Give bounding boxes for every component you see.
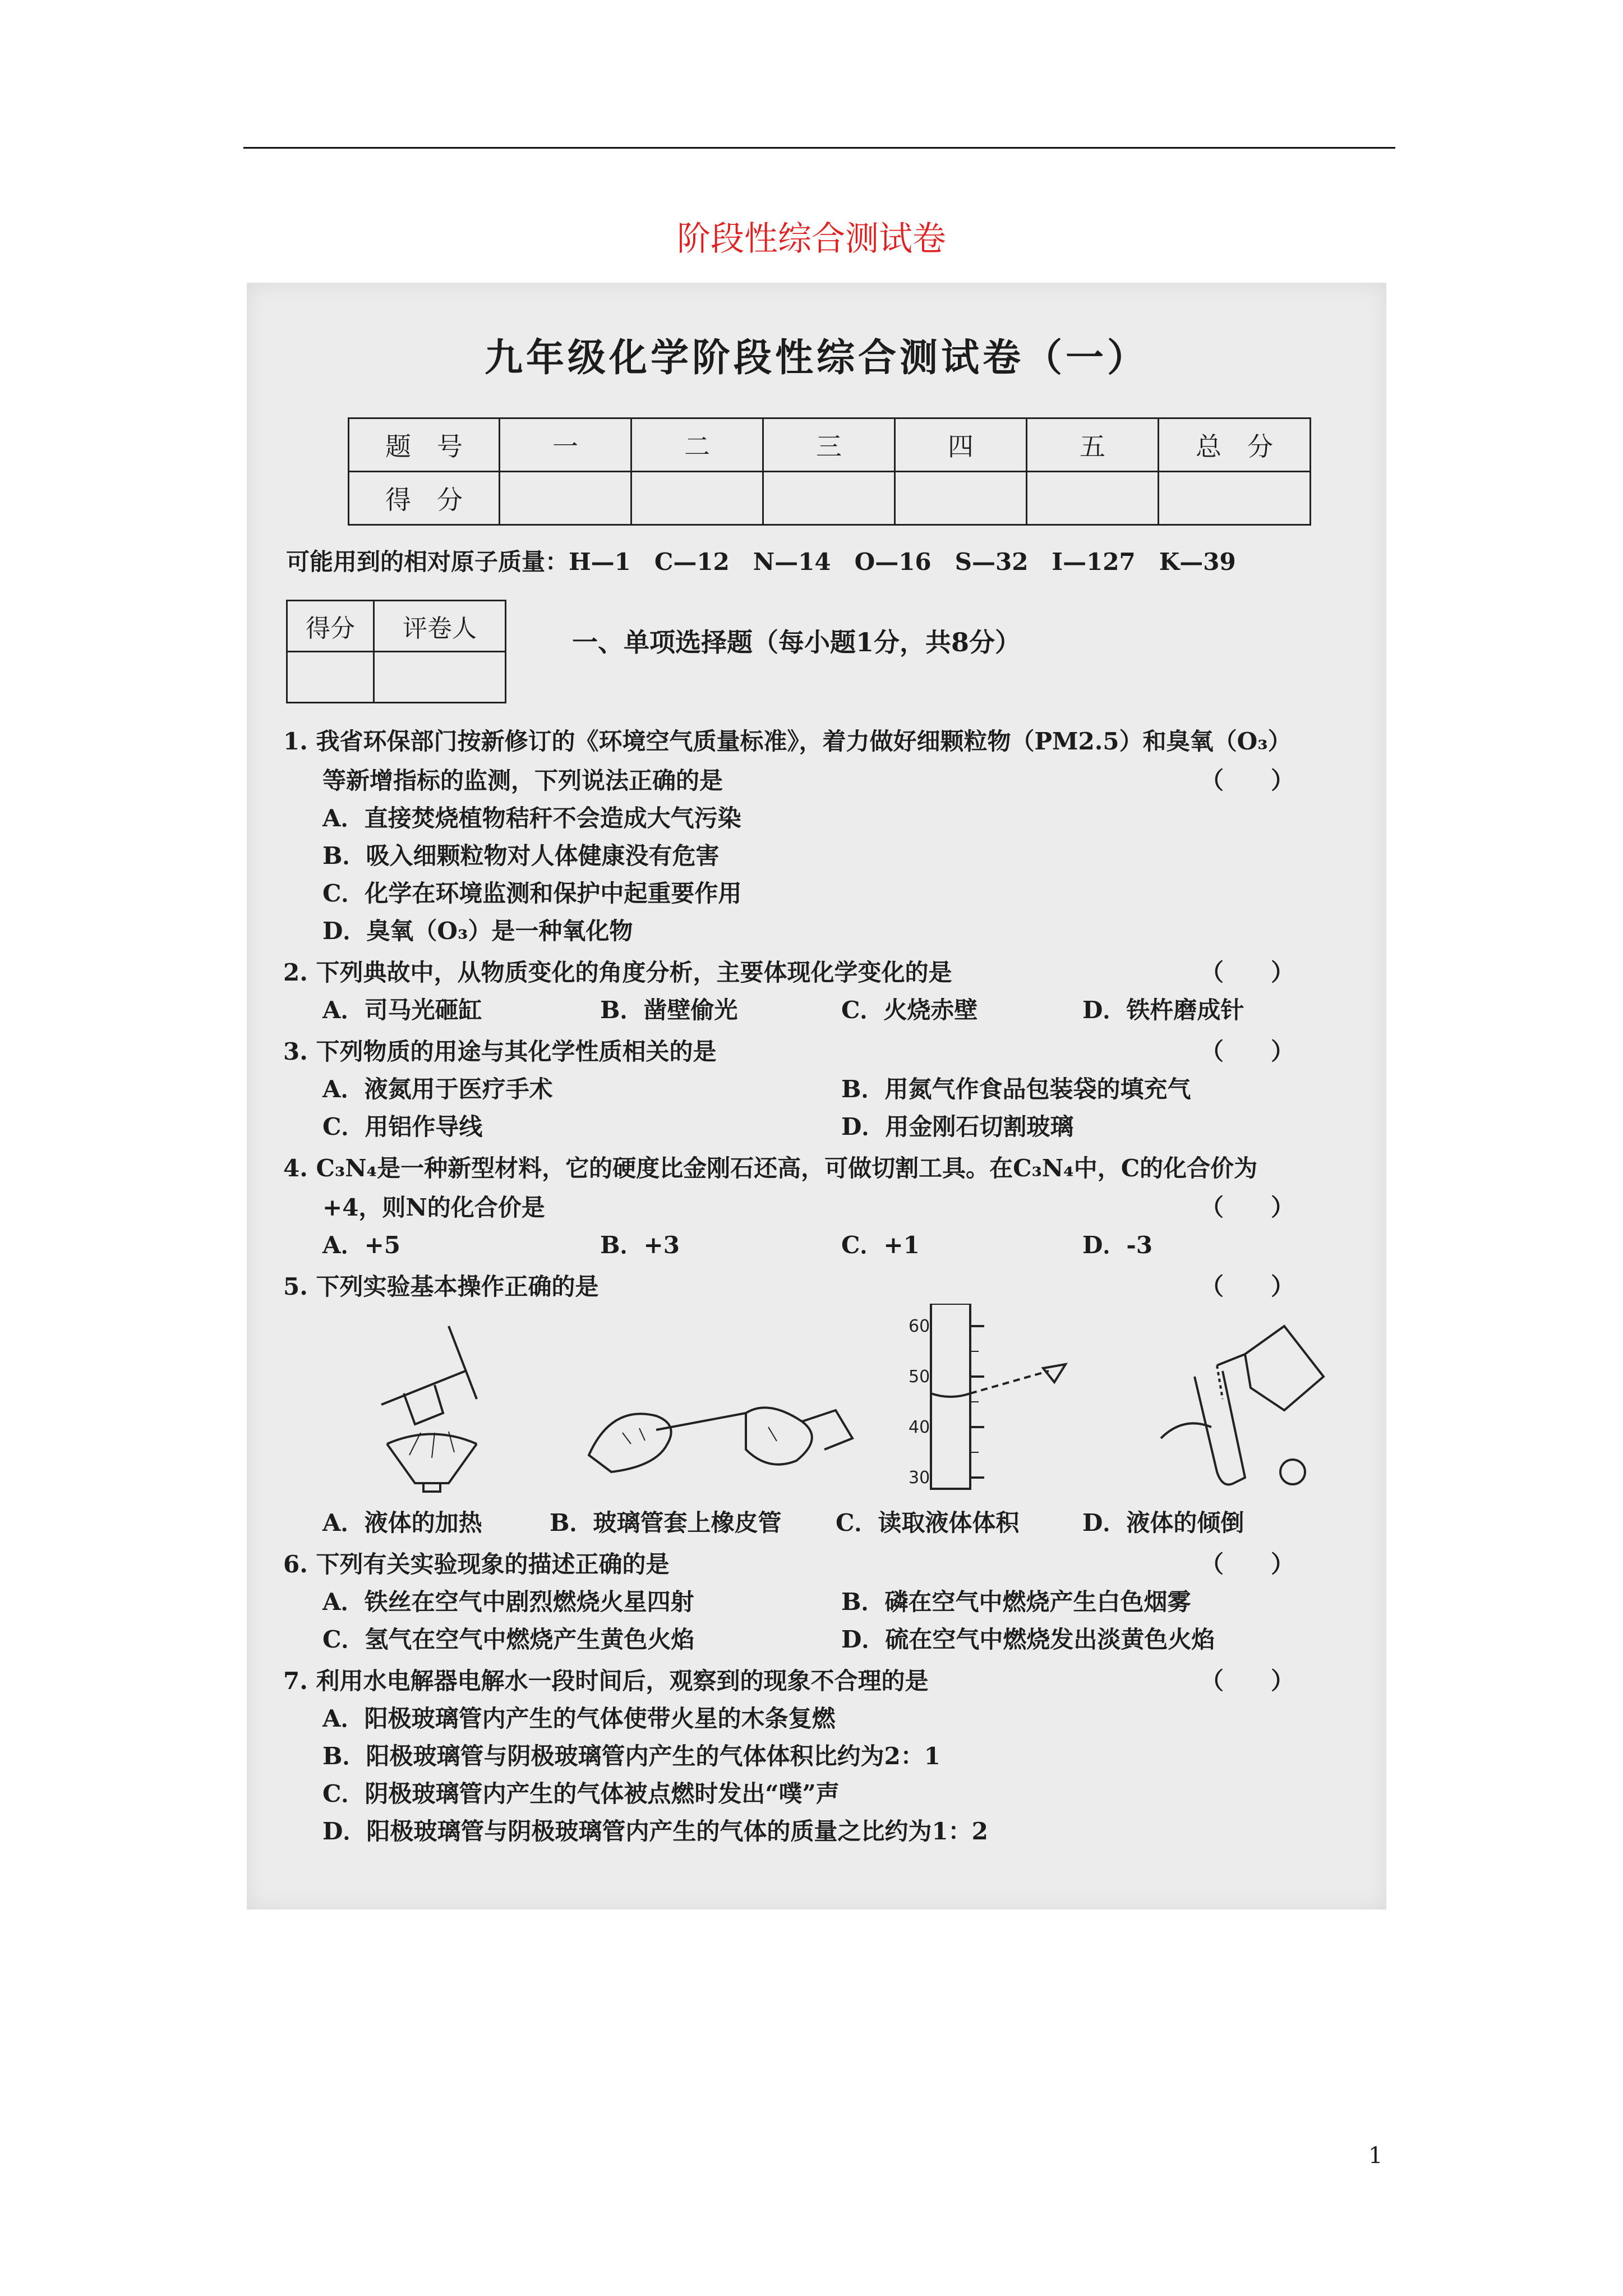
q4-stem-line2: +4，则N的化合价是 <box>322 1194 545 1221</box>
header-rule <box>243 147 1395 149</box>
figure-cylinder-reading <box>931 1304 1066 1489</box>
q3-option-d: D．用金刚石切割玻璃 <box>841 1113 1074 1140</box>
grader-score-label: 得分 <box>287 601 374 652</box>
q5-stem: 5. 下列实验基本操作正确的是 <box>283 1273 599 1300</box>
q2-option-c: C．火烧赤壁 <box>841 996 978 1024</box>
score-table-score-row <box>349 472 1311 525</box>
q4-option-b: B．+3 <box>600 1231 680 1259</box>
q6-option-c: C．氢气在空气中燃烧产生黄色火焰 <box>322 1626 695 1653</box>
q2-option-a: A．司马光砸缸 <box>322 996 482 1024</box>
cylinder-tick-30: 30 <box>909 1468 930 1488</box>
answer-paren: （ ） <box>1200 959 1295 986</box>
scanned-exam-sheet <box>247 283 1386 1910</box>
grader-name-label: 评卷人 <box>374 601 506 652</box>
page-number: 1 <box>1368 2143 1383 2169</box>
q2-option-d: D．铁杵磨成针 <box>1082 996 1244 1024</box>
page-heading: 阶段性综合测试卷 <box>677 219 946 259</box>
score-cell-2: 二 <box>631 418 763 472</box>
q5-option-a: A．液体的加热 <box>322 1509 482 1536</box>
grader-table <box>286 600 506 703</box>
score-blank <box>763 472 895 525</box>
score-blank <box>631 472 763 525</box>
figure-liquid-heating <box>381 1326 477 1492</box>
q1-option-a: A．直接焚烧植物秸秆不会造成大气污染 <box>322 804 741 832</box>
q7-option-d: D．阳极玻璃管与阴极玻璃管内产生的气体的质量之比约为1：2 <box>322 1818 988 1845</box>
q1-stem-line1: 1. 我省环保部门按新修订的《环境空气质量标准》，着力做好细颗粒物（PM2.5）和臭氧（O₃） <box>283 728 1292 755</box>
score-row-label: 得 分 <box>349 472 500 525</box>
atomic-masses: 可能用到的相对原子质量：H—1 C—12 N—14 O—16 S—32 I—127 K—39 <box>286 548 1236 576</box>
q5-option-c: C．读取液体体积 <box>836 1509 1020 1536</box>
answer-paren: （ ） <box>1200 1273 1295 1300</box>
q5-option-b: B．玻璃管套上橡皮管 <box>550 1509 782 1536</box>
figure-glass-tube <box>589 1407 852 1472</box>
q6-option-b: B．磷在空气中燃烧产生白色烟雾 <box>841 1588 1191 1616</box>
q6-stem: 6. 下列有关实验现象的描述正确的是 <box>283 1550 670 1578</box>
score-cell-4: 四 <box>895 418 1027 472</box>
q6-option-d: D．硫在空气中燃烧发出淡黄色火焰 <box>841 1626 1215 1653</box>
grader-blank <box>374 652 506 703</box>
score-cell-total: 总 分 <box>1159 418 1311 472</box>
q7-option-b: B．阳极玻璃管与阴极玻璃管内产生的气体体积比约为2：1 <box>322 1742 940 1770</box>
q3-option-b: B．用氮气作食品包装袋的填充气 <box>841 1075 1191 1103</box>
q4-option-a: A．+5 <box>322 1231 401 1259</box>
score-blank <box>500 472 631 525</box>
q1-option-b: B．吸入细颗粒物对人体健康没有危害 <box>322 842 720 869</box>
score-blank <box>1159 472 1311 525</box>
q4-option-d: D．-3 <box>1082 1231 1153 1259</box>
score-cell-label: 题 号 <box>349 418 500 472</box>
q3-option-c: C．用铝作导线 <box>322 1113 483 1140</box>
score-blank <box>1027 472 1159 525</box>
q4-stem-line1: 4. C₃N₄是一种新型材料，它的硬度比金刚石还高，可做切割工具。在C₃N₄中，C的化合价为 <box>283 1154 1258 1182</box>
score-cell-5: 五 <box>1027 418 1159 472</box>
section-title: 一、单项选择题（每小题1分，共8分） <box>572 627 1021 657</box>
q4-option-c: C．+1 <box>841 1231 920 1259</box>
q6-option-a: A．铁丝在空气中剧烈燃烧火星四射 <box>322 1588 694 1616</box>
q3-stem: 3. 下列物质的用途与其化学性质相关的是 <box>283 1038 717 1065</box>
q3-option-a: A．液氮用于医疗手术 <box>322 1075 553 1103</box>
score-blank <box>895 472 1027 525</box>
q2-stem: 2. 下列典故中，从物质变化的角度分析，主要体现化学变化的是 <box>283 959 952 986</box>
score-cell-1: 一 <box>500 418 631 472</box>
figure-liquid-pouring <box>1161 1326 1324 1485</box>
score-table <box>348 417 1311 526</box>
cylinder-tick-40: 40 <box>909 1418 930 1437</box>
answer-paren: （ ） <box>1200 767 1295 794</box>
cylinder-tick-60: 60 <box>909 1317 930 1336</box>
paper-title: 九年级化学阶段性综合测试卷（一） <box>484 335 1149 380</box>
q1-option-d: D．臭氧（O₃）是一种氧化物 <box>322 917 633 945</box>
q7-option-a: A．阳极玻璃管内产生的气体使带火星的木条复燃 <box>322 1705 836 1732</box>
score-cell-3: 三 <box>763 418 895 472</box>
q2-option-b: B．凿壁偷光 <box>600 996 738 1024</box>
answer-paren: （ ） <box>1200 1038 1295 1065</box>
cylinder-tick-50: 50 <box>909 1367 930 1387</box>
grader-blank <box>287 652 374 703</box>
q7-stem: 7. 利用水电解器电解水一段时间后，观察到的现象不合理的是 <box>283 1667 929 1695</box>
answer-paren: （ ） <box>1200 1550 1295 1578</box>
q5-figures <box>320 1304 1329 1500</box>
answer-paren: （ ） <box>1200 1194 1295 1221</box>
q1-stem-line2: 等新增指标的监测，下列说法正确的是 <box>322 767 723 794</box>
answer-paren: （ ） <box>1200 1667 1295 1695</box>
q1-option-c: C．化学在环境监测和保护中起重要作用 <box>322 880 742 907</box>
q5-option-d: D．液体的倾倒 <box>1082 1509 1244 1536</box>
score-table-header-row <box>349 418 1311 472</box>
q7-option-c: C．阴极玻璃管内产生的气体被点燃时发出“噗”声 <box>322 1780 840 1807</box>
